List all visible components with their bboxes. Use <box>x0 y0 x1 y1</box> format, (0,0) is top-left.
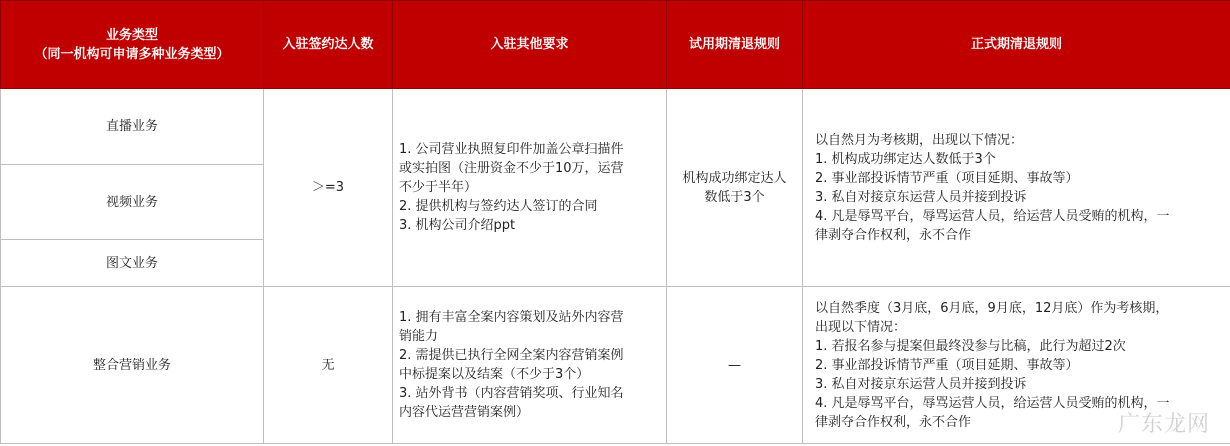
header-row <box>1 1 1230 89</box>
header-signed-count: 入驻签约达人数 <box>264 1 393 89</box>
table-row <box>1 287 1230 444</box>
watermark: 广东龙网 <box>1117 412 1210 437</box>
signed-count-cell: 无 <box>264 287 393 444</box>
header-other-requirements: 入驻其他要求 <box>393 1 667 89</box>
formal-rules-cell: 以自然月为考核期，出现以下情况： 1. 机构成功绑定达人数低于3个 2. 事业部投诉情节严重（项目延期、事故等） 3. 私自对接京东运营人员并接到投诉 4. 凡是辱骂平台，辱骂运营人员，给运营人员受贿的机构，一 律剥夺合作权利，永不合作 <box>803 89 1230 287</box>
header-formal-rules: 正式期清退规则 <box>803 1 1230 89</box>
header-business-type: 业务类型 （同一机构可申请多种业务类型） <box>1 1 264 89</box>
trial-rules-cell: — <box>667 287 803 444</box>
trial-rules-cell: 机构成功绑定达人 数低于3个 <box>667 89 803 287</box>
business-type-cell: 视频业务 <box>1 165 264 240</box>
business-type-cell: 整合营销业务 <box>1 287 264 444</box>
table-row <box>1 89 1230 165</box>
business-type-cell: 直播业务 <box>1 89 264 165</box>
formal-rules-cell: 以自然季度（3月底，6月底，9月底，12月底）作为考核期， 出现以下情况： 1. 若报名参与提案但最终没参与比稿，此行为超过2次 2. 事业部投诉情节严重（项目延期、事故等） 3. 私自对接京东运营人员并接到投诉 4. 凡是辱骂平台，辱骂运营人员，给运营人员受贿的机构，一 律剥夺合作权利，永不合作 <box>803 287 1230 444</box>
requirements-cell: 1. 公司营业执照复印件加盖公章扫描件 或实拍图（注册资金不少于10万，运营 不少于半年） 2. 提供机构与签约达人签订的合同 3. 机构公司介绍ppt <box>393 89 667 287</box>
business-type-cell: 图文业务 <box>1 240 264 287</box>
requirements-cell: 1. 拥有丰富全案内容策划及站外内容营 销能力 2. 需提供已执行全网全案内容营销案例 中标提案以及结案（不少于3个） 3. 站外背书（内容营销奖项、行业知名 内容代运营营销案例） <box>393 287 667 444</box>
signed-count-cell: ＞=3 <box>264 89 393 287</box>
header-trial-rules: 试用期清退规则 <box>667 1 803 89</box>
